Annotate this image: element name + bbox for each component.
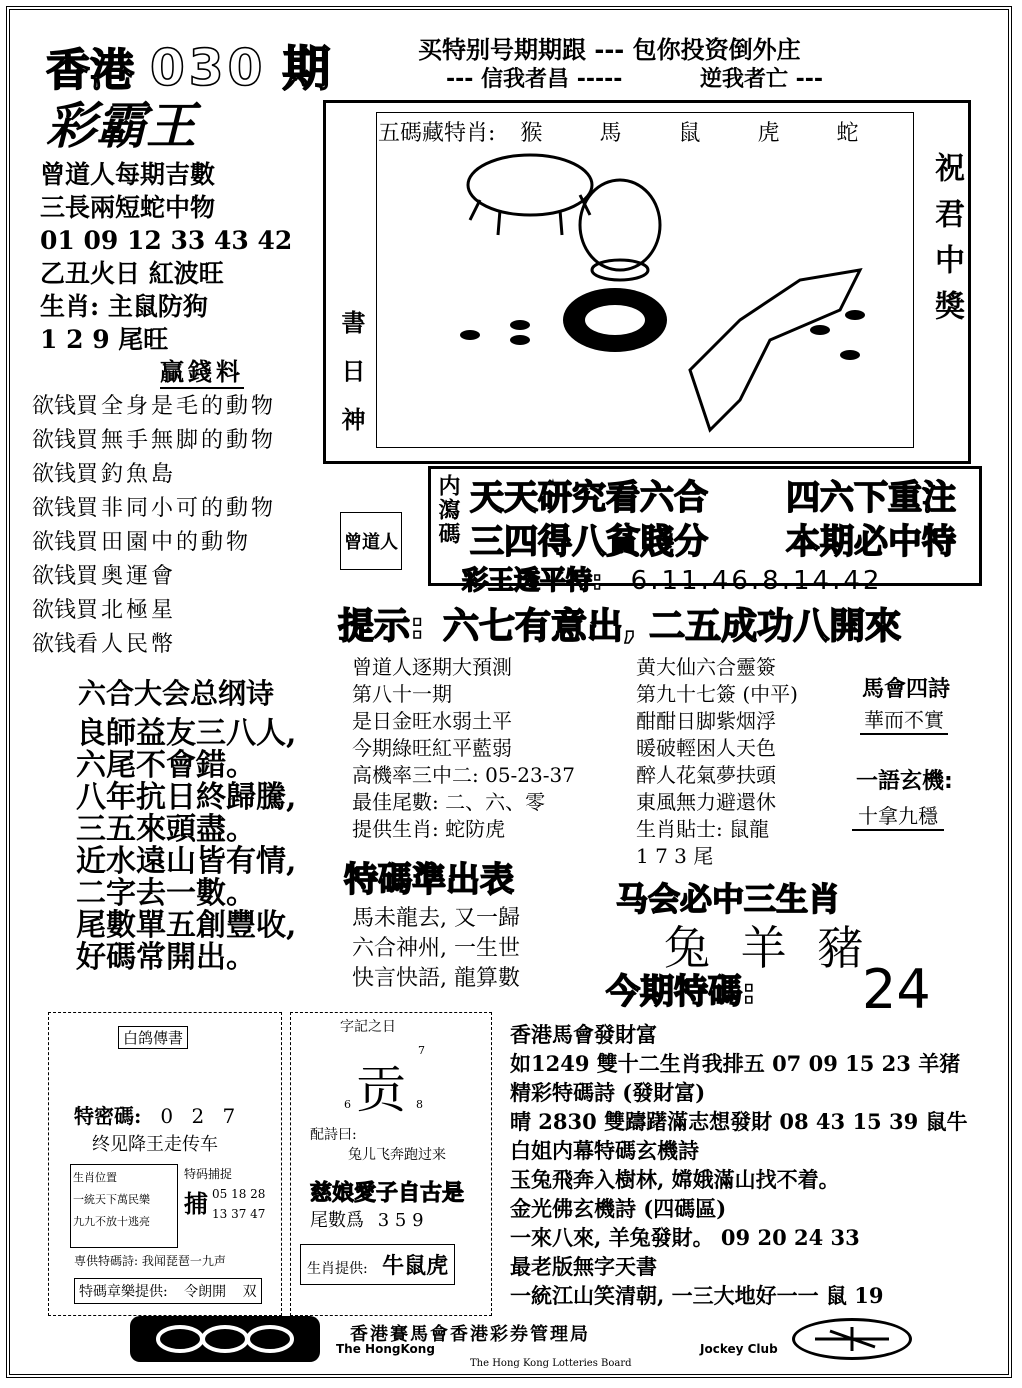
slogan-left: --- 信我者昌 ----- <box>446 67 623 92</box>
poem-title: 六合大会总纲诗 <box>78 677 275 710</box>
road-path <box>690 270 860 430</box>
tip-text: 六七有意出, 二五成功八開來 <box>442 606 902 647</box>
zodiac-position-label: 生肖位置 <box>73 1171 117 1184</box>
brand-name: 香港 <box>46 45 134 96</box>
ingot-icon <box>460 330 480 340</box>
big-char: 贡 <box>356 1061 406 1119</box>
char-mini: 8 <box>416 1098 423 1111</box>
left-line: 曾道人每期吉數 <box>40 160 216 189</box>
zodiac-item: 鼠 <box>678 121 701 146</box>
catch-row: 13 37 47 <box>212 1207 266 1221</box>
right-bottom-line: 最老版無字天書 <box>510 1254 657 1279</box>
hint-text: 買非同小可的動物 <box>76 496 277 521</box>
hint-prefix: 欲钱 <box>32 564 77 589</box>
poem-line: 六尾不會錯。 <box>76 748 256 783</box>
exclusive-poem: 専供特碼詩: 我闻琵琶一九声 <box>74 1254 226 1268</box>
catch-panel <box>184 1164 276 1248</box>
zodiac-item: 猴 <box>520 121 543 146</box>
hint-item <box>32 526 276 560</box>
poem-line: 尾數單五創豐收, <box>76 908 297 943</box>
issue-number: 030 <box>150 39 267 97</box>
prediction-line: 高機率三中二: 05-23-37 <box>352 763 575 787</box>
right-bottom-line: 一統江山笑清朝, 一三大地好一一 鼠 19 <box>510 1283 884 1308</box>
hint-item <box>32 628 276 662</box>
right-bottom-line: 一來八來, 羊兔發財。 09 20 24 33 <box>510 1225 860 1250</box>
oracle-line: 醉人花氣夢扶頭 <box>636 763 776 787</box>
hint-prefix: 欲钱 <box>32 598 77 623</box>
right-bottom-line: 晴 2830 雙躊躇滿志想發財 08 43 15 39 鼠牛 <box>510 1109 968 1134</box>
oracle-line: 第九十七簽 (中平) <box>636 682 798 706</box>
leak-line2-right: 本期必中特 <box>786 522 956 562</box>
provider-tail: 双 <box>242 1284 257 1300</box>
leak-line2-left: 三四得八貧賤分 <box>470 522 708 562</box>
catch-char: 捕 <box>184 1189 208 1218</box>
hint-prefix: 欲钱 <box>32 530 77 555</box>
badge-caption: 曾道人 <box>340 512 402 570</box>
zodiac-item: 蛇 <box>836 121 859 146</box>
ingot-icon <box>510 320 530 330</box>
tip-row <box>338 598 901 649</box>
poem-line: 良師益友三八人, <box>76 716 297 751</box>
special-number-label: 今期特碼: <box>606 972 756 1012</box>
hint-text: 買奥運會 <box>76 564 177 589</box>
hint-list <box>32 390 276 662</box>
left-line: 三長兩短蛇中物 <box>40 193 216 222</box>
hint-item <box>32 458 276 492</box>
hint-text: 買釣魚島 <box>76 462 177 487</box>
tip-label: 提示: <box>338 606 425 647</box>
right-bottom-line: 玉兔飛奔入樹林, 嫦娥滿山找不着。 <box>510 1167 840 1192</box>
special-code-row <box>74 1100 241 1129</box>
leak-line1-right: 四六下重注 <box>786 478 956 518</box>
left-line: 乙丑火日 紅波旺 <box>40 259 224 288</box>
hint-text: 買全身是毛的動物 <box>76 394 277 419</box>
tail-label: 尾數爲 <box>310 1210 364 1231</box>
oracle-line: 1 7 3 尾 <box>636 844 714 868</box>
must-win-title: 马会必中三生肖 <box>616 880 841 918</box>
catch-rows <box>212 1184 265 1224</box>
special-number: 24 <box>862 958 931 1021</box>
ingot-icon <box>845 310 865 320</box>
hint-text: 買北極星 <box>76 598 177 623</box>
special-table-line: 馬未龍去, 又一歸 <box>352 906 520 931</box>
zodiac-item: 虎 <box>757 121 780 146</box>
catch-content <box>184 1184 276 1224</box>
right-vertical-text: 祝君中獎 <box>929 152 964 336</box>
jockey-club-emblem-icon <box>792 1318 912 1360</box>
ox-head <box>580 180 660 270</box>
zodiac-position-panel <box>70 1164 178 1248</box>
footer-org-en2: Jockey Club <box>700 1342 778 1356</box>
hint-text: 買無手無脚的動物 <box>76 428 277 453</box>
poem-line: 八年抗日終歸騰, <box>76 780 297 815</box>
special-table-lines <box>352 904 520 994</box>
emblem-icon <box>130 1316 320 1362</box>
char-mini: 7 <box>418 1044 425 1057</box>
stamp-header: 白鸽傳書 <box>118 1026 188 1049</box>
bowl-hole <box>585 305 645 335</box>
motto-text: 慈娘愛子自古是 <box>310 1181 465 1206</box>
prediction-line: 是日金旺水弱土平 <box>352 709 512 733</box>
zodiac-provider-value: 牛鼠虎 <box>382 1253 449 1279</box>
side-note-text1: 華而不實 <box>860 704 948 735</box>
ox-body <box>468 155 592 215</box>
catch-row: 05 18 28 <box>212 1187 266 1201</box>
tail-row <box>310 1206 424 1232</box>
slogan-right: 逆我者亡 --- <box>700 67 824 92</box>
zodiac-provider-row <box>300 1244 455 1285</box>
oracle-line: 生肖貼士: 鼠龍 <box>636 817 770 841</box>
prediction-line: 最佳尾數: 二、六、零 <box>352 790 546 814</box>
poem-lines <box>76 718 296 974</box>
zodiac-item: 馬 <box>599 121 622 146</box>
flat-label: 彩王透平特: <box>462 566 603 596</box>
ingot-icon <box>810 325 830 335</box>
hint-item <box>32 424 276 458</box>
hint-text: 買田園中的動物 <box>76 530 252 555</box>
five-zodiac-label: 五碼藏特肖: <box>378 121 496 146</box>
poem-line: 二字去一數。 <box>76 876 256 911</box>
zodiac-position-line: 九九不放十逃亮 <box>73 1215 150 1228</box>
footer-org-en1: The HongKong <box>336 1342 435 1356</box>
left-line: 1 2 9 尾旺 <box>40 325 169 354</box>
ingot-icon <box>840 350 860 360</box>
hint-prefix: 欲钱 <box>32 428 77 453</box>
provider-value: 令朗開 <box>184 1284 227 1300</box>
hint-prefix: 欲钱 <box>32 394 77 419</box>
flat-special-row <box>462 560 882 597</box>
hint-prefix: 欲钱 <box>32 462 77 487</box>
left-line: 生肖: 主鼠防狗 <box>40 292 208 321</box>
poem-line: 好碼常開出。 <box>76 940 256 975</box>
special-code-label: 特密碼: <box>74 1104 142 1128</box>
right-bottom-line: 如1249 雙十二生肖我排五 07 09 15 23 羊猪 <box>510 1051 961 1076</box>
flat-numbers: 6.11.46.8.14.42 <box>630 566 883 596</box>
provider-row <box>74 1278 262 1304</box>
footer-org-en3: The Hong Kong Lotteries Board <box>470 1358 632 1369</box>
special-table-title: 特碼準出表 <box>344 860 514 900</box>
prediction-line: 曾道人逐期大預測 <box>352 655 512 679</box>
right-bottom-line: 白姐内幕特碼玄機詩 <box>510 1138 699 1163</box>
side-note-title1: 馬會四詩 <box>862 677 951 702</box>
prediction-line: 提供生肖: 蛇防虎 <box>352 817 506 841</box>
left-line: 01 09 12 33 43 42 <box>40 226 293 255</box>
side-note-title2: 一語玄機: <box>856 769 953 794</box>
stamp-phrase: 终见降王走传车 <box>92 1134 218 1155</box>
right-bottom-line: 金光佛玄機詩 (四碼區) <box>510 1196 727 1221</box>
animal-illustration <box>440 140 900 440</box>
oracle-line: 酣酣日脚紫烟浮 <box>636 709 776 733</box>
char-mini: 6 <box>344 1098 351 1111</box>
zodiac-position-line: 一統天下萬民樂 <box>73 1193 150 1206</box>
prediction-block <box>352 654 575 843</box>
right-bottom-line: 精彩特碼詩 (發財富) <box>510 1080 706 1105</box>
tail-value: 3 5 9 <box>377 1210 424 1231</box>
catch-label: 特码捕捉 <box>184 1167 233 1181</box>
hint-prefix: 欲钱 <box>32 496 77 521</box>
right-bottom-block <box>510 1020 968 1310</box>
paper-name: 彩霸王 <box>46 97 196 155</box>
special-table-line: 快言快語, 龍算數 <box>352 966 520 991</box>
prediction-line: 第八十一期 <box>352 682 452 706</box>
oracle-line: 東風無力避還休 <box>636 790 776 814</box>
side-note-text2: 十拿九穩 <box>852 800 944 831</box>
verse-label: 配詩曰: <box>310 1127 357 1143</box>
special-table-line: 六合神州, 一生世 <box>352 936 520 961</box>
prediction-line: 今期綠旺紅平藍弱 <box>352 736 512 760</box>
hint-item <box>32 594 276 628</box>
leak-line1-left: 天天研究看六合 <box>470 478 708 518</box>
oracle-line: 暖破輕困人天色 <box>636 736 776 760</box>
oracle-block <box>636 654 798 870</box>
char-header: 字記之日 <box>340 1019 396 1035</box>
footer-org-cn: 香港賽馬會香港彩券管理局 <box>350 1324 590 1345</box>
daily-numbers-block <box>40 158 292 356</box>
ingot-icon <box>510 335 530 345</box>
hint-item <box>32 560 276 594</box>
verse-text: 兔儿飞奔跑过来 <box>348 1147 446 1163</box>
right-bottom-line: 香港馬會發財富 <box>510 1022 657 1047</box>
zodiac-provider-label: 生肖提供: <box>307 1261 368 1277</box>
horse-icon <box>795 1321 909 1357</box>
hint-item <box>32 492 276 526</box>
inner-leak-label: 内瀉碼 <box>435 474 460 546</box>
oracle-line: 黄大仙六合靈簽 <box>636 655 776 679</box>
special-code-digits: 0 2 7 <box>160 1104 242 1128</box>
poem-line: 三五來頭盡。 <box>76 812 256 847</box>
slogan-main: 买特别号期期跟 --- 包你投资倒外庄 <box>418 36 801 64</box>
footer-logo-left <box>130 1316 320 1362</box>
provider-label: 特碼章樂提供: <box>79 1284 168 1300</box>
badge-box <box>340 512 410 576</box>
hint-text: 看人民幣 <box>76 632 177 657</box>
hint-prefix: 欲钱 <box>32 632 77 657</box>
money-title: 贏錢料 <box>160 352 244 389</box>
poem-line: 近水遠山皆有情, <box>76 844 297 879</box>
must-win-zodiacs: 兔 羊 豬 <box>664 921 872 975</box>
issue-unit: 期 <box>282 41 331 97</box>
hint-item <box>32 390 276 424</box>
left-vertical-text: 書 日 神 <box>337 310 365 439</box>
